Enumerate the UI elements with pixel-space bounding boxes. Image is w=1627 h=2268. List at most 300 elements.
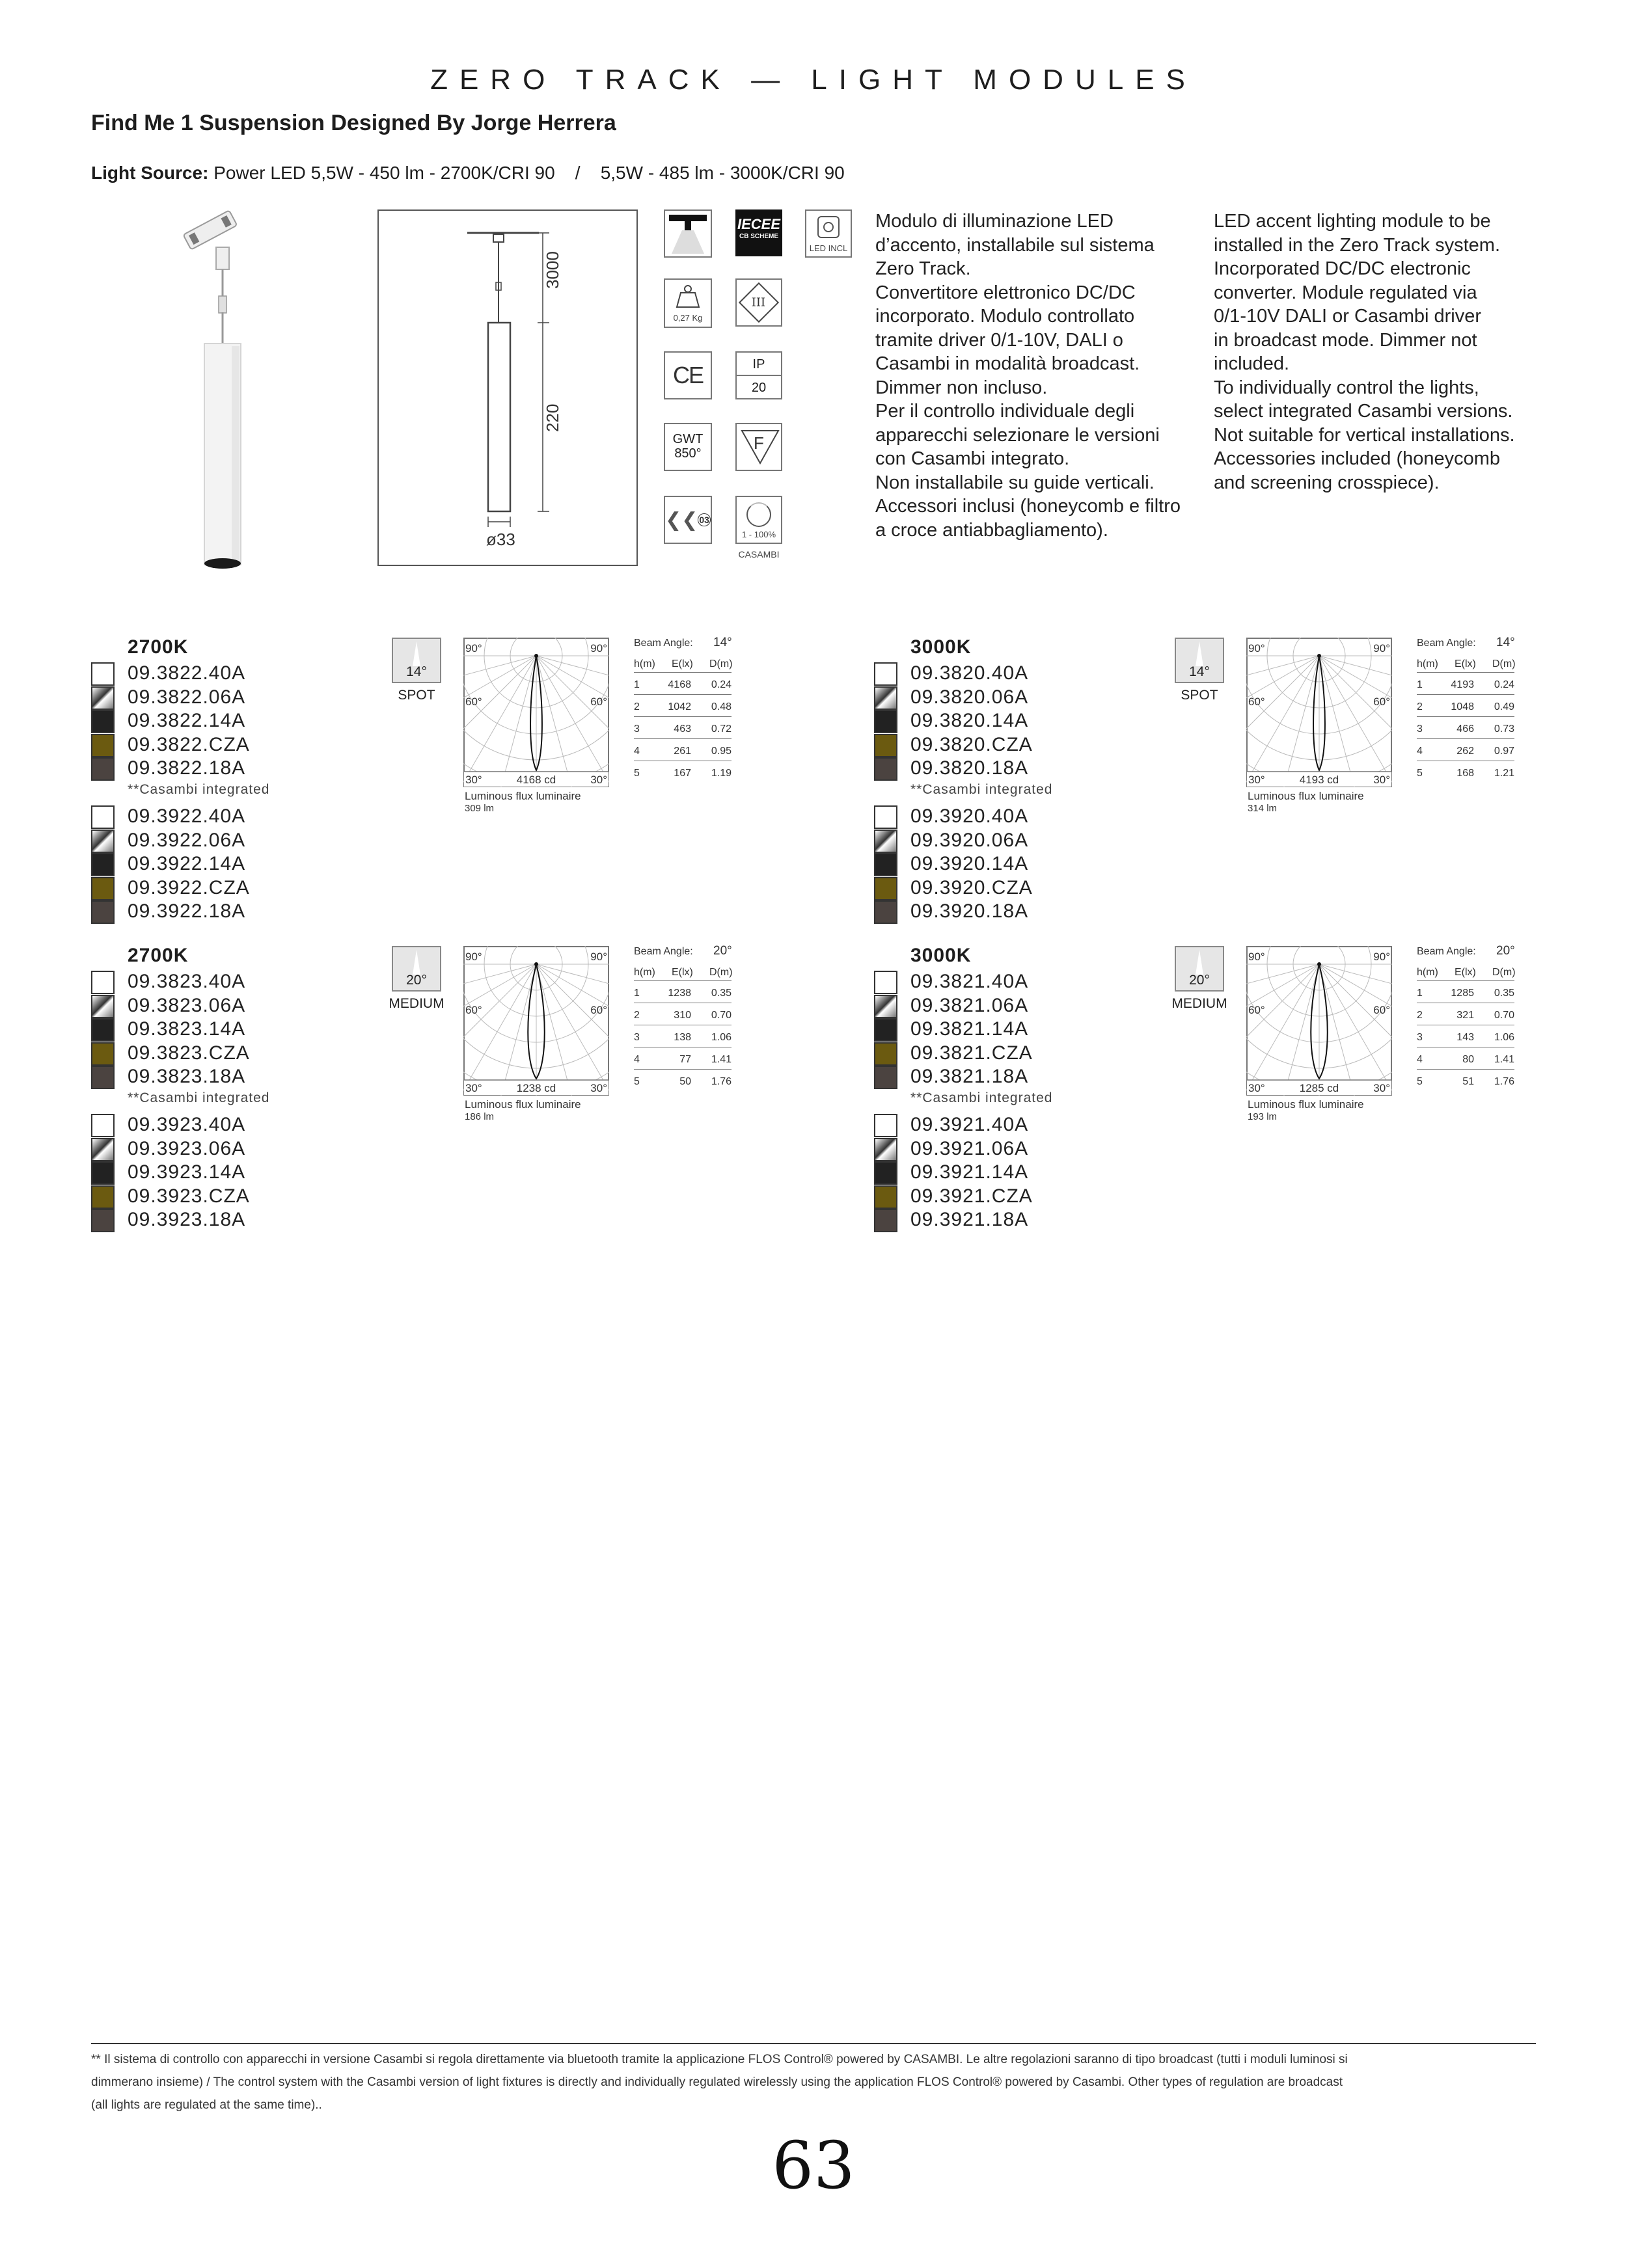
table-angle: 14° <box>1496 636 1515 649</box>
flux-value: 193 lm <box>1248 1111 1278 1122</box>
product-code-casambi: 09.3920.CZA <box>910 876 1033 898</box>
product-code: 09.3823.06A <box>128 994 246 1016</box>
polar-angle-label: 30° <box>590 774 607 786</box>
cell-height: 4 <box>1417 1054 1423 1065</box>
table-title: Beam Angle: <box>1417 946 1476 957</box>
table-row <box>634 675 731 695</box>
iecee-sub: CB SCHEME <box>739 233 778 240</box>
table-header <box>634 653 731 673</box>
cell-diameter: 1.41 <box>1494 1054 1514 1065</box>
table-row <box>1417 675 1514 695</box>
cell-height: 3 <box>634 1032 640 1043</box>
cell-diameter: 0.72 <box>711 723 731 735</box>
flux-value: 186 lm <box>465 1111 495 1122</box>
finish-swatch-black <box>874 1018 897 1042</box>
cell-diameter: 0.24 <box>1494 679 1514 690</box>
illuminance-table <box>634 946 738 1096</box>
beam-angle-value: 20° <box>1189 973 1210 988</box>
product-code: 09.3822.18A <box>128 757 246 779</box>
desc-en-line: Incorporated DC/DC electronic <box>1214 258 1471 279</box>
casambi-note: **Casambi integrated <box>910 782 1053 797</box>
beam-type: MEDIUM <box>389 996 444 1011</box>
product-code-casambi: 09.3923.14A <box>128 1161 246 1183</box>
polar-angle-label: 30° <box>465 774 482 786</box>
dim-diameter: ø33 <box>486 530 515 549</box>
finish-swatch-white <box>91 805 115 829</box>
finish-swatch-brown <box>91 900 115 924</box>
finish-swatch-black <box>874 853 897 876</box>
finish-swatch-white <box>874 971 897 994</box>
product-code: 09.3821.CZA <box>910 1042 1033 1064</box>
product-code-casambi: 09.3920.40A <box>910 805 1029 827</box>
col-h: h(m) <box>634 658 655 669</box>
polar-angle-label: 30° <box>590 1082 607 1094</box>
product-code: 09.3822.CZA <box>128 733 250 755</box>
dimension-drawing <box>377 209 638 566</box>
product-code-casambi: 09.3922.40A <box>128 805 246 827</box>
product-code-casambi: 09.3923.18A <box>128 1209 246 1230</box>
flux-label: Luminous flux luminaire <box>1248 1098 1364 1111</box>
finish-swatch-bronze <box>91 734 115 757</box>
table-header <box>1417 653 1514 673</box>
description-en <box>1214 209 1552 494</box>
cell-diameter: 1.19 <box>711 768 731 779</box>
gwt-temp: 850° <box>674 446 702 461</box>
f-mark-label: F <box>754 433 764 453</box>
polar-grid-ray <box>493 964 536 1096</box>
finish-swatch-chrome <box>91 686 115 710</box>
polar-grid-ray <box>536 964 580 1096</box>
desc-it-line: Convertitore elettronico DC/DC <box>875 282 1136 303</box>
finish-swatch-white <box>91 971 115 994</box>
finish-swatch-black <box>91 1161 115 1185</box>
color-temperature: 2700K <box>128 945 189 966</box>
cell-height: 1 <box>1417 988 1423 999</box>
finish-swatch-chrome <box>91 1138 115 1161</box>
cell-diameter: 1.41 <box>711 1054 731 1065</box>
section-title: ZERO TRACK — LIGHT MODULES <box>430 64 1197 96</box>
polar-grid-ray <box>1319 656 1392 787</box>
polar-grid-ray <box>1319 656 1392 776</box>
polar-grid-ray <box>1276 656 1319 787</box>
finish-swatch-black <box>91 1018 115 1042</box>
cell-diameter: 0.73 <box>1494 723 1514 735</box>
table-row <box>1417 1072 1514 1092</box>
product-code: 09.3820.CZA <box>910 733 1033 755</box>
cell-height: 1 <box>634 988 640 999</box>
table-row <box>1417 1050 1514 1070</box>
beam-angle-value: 20° <box>406 973 427 988</box>
product-code: 09.3821.06A <box>910 994 1029 1016</box>
gwt-icon <box>664 423 712 471</box>
finish-swatch-bronze <box>91 1042 115 1066</box>
cell-lux: 168 <box>1456 768 1474 779</box>
cell-lux: 167 <box>674 768 691 779</box>
cell-height: 2 <box>1417 701 1423 712</box>
cell-lux: 262 <box>1456 746 1474 757</box>
cell-lux: 51 <box>1462 1076 1474 1087</box>
casambi-note: **Casambi integrated <box>910 1090 1053 1105</box>
cell-height: 2 <box>1417 1010 1423 1021</box>
polar-angle-label: 30° <box>465 1082 482 1094</box>
cell-height: 2 <box>634 701 640 712</box>
flux-label: Luminous flux luminaire <box>1248 790 1364 802</box>
product-code: 09.3823.40A <box>128 971 246 992</box>
description-it <box>875 209 1201 542</box>
product-photo <box>176 208 280 573</box>
polar-diagram <box>1246 946 1392 1096</box>
class-iii-icon <box>735 278 782 327</box>
beam-type: SPOT <box>1181 688 1218 703</box>
cell-height: 3 <box>634 723 640 735</box>
col-d: D(m) <box>709 967 733 978</box>
desc-en-line: 0/1-10V DALI or Casambi driver <box>1214 306 1481 327</box>
beam-type: SPOT <box>398 688 435 703</box>
cell-height: 4 <box>634 1054 640 1065</box>
cell-lux: 143 <box>1456 1032 1474 1043</box>
wee-arrows-icon: ❮❮ <box>665 509 698 531</box>
peak-intensity: 1285 cd <box>1299 1082 1339 1094</box>
cell-lux: 138 <box>674 1032 691 1043</box>
finish-swatch-brown <box>91 1066 115 1089</box>
polar-angle-label: 90° <box>465 642 482 655</box>
finish-swatch-black <box>874 710 897 733</box>
cell-diameter: 0.70 <box>1494 1010 1514 1021</box>
beam-type: MEDIUM <box>1171 996 1227 1011</box>
product-code-casambi: 09.3920.06A <box>910 829 1029 851</box>
desc-en-line: included. <box>1214 353 1290 374</box>
polar-grid-ray <box>463 964 536 1084</box>
desc-it-line: a croce antiabbagliamento). <box>875 519 1108 541</box>
cell-height: 5 <box>634 768 640 779</box>
col-d: D(m) <box>1492 967 1516 978</box>
polar-angle-label: 30° <box>1373 1082 1390 1094</box>
illuminance-table <box>1417 946 1521 1096</box>
finish-swatch-brown <box>874 757 897 781</box>
cell-lux: 4168 <box>668 679 691 690</box>
polar-angle-label: 60° <box>1248 695 1265 708</box>
polar-origin <box>534 962 538 966</box>
finish-swatch-brown <box>91 1209 115 1232</box>
product-code: 09.3823.18A <box>128 1066 246 1087</box>
cell-diameter: 0.70 <box>711 1010 731 1021</box>
illuminance-table <box>1417 638 1521 787</box>
finish-swatch-bronze <box>874 734 897 757</box>
finish-swatch-black <box>874 1161 897 1185</box>
product-code-casambi: 09.3922.06A <box>128 829 246 851</box>
table-row <box>1417 984 1514 1003</box>
cell-diameter: 1.21 <box>1494 768 1514 779</box>
product-code-casambi: 09.3920.18A <box>910 900 1029 922</box>
cell-diameter: 0.97 <box>1494 746 1514 757</box>
table-title: Beam Angle: <box>634 946 693 957</box>
product-code-casambi: 09.3921.CZA <box>910 1185 1033 1207</box>
polar-grid-ray <box>536 964 609 1084</box>
cell-lux: 1238 <box>668 988 691 999</box>
desc-en-line: LED accent lighting module to be <box>1214 211 1491 232</box>
table-row <box>634 984 731 1003</box>
col-h: h(m) <box>634 967 655 978</box>
finish-swatch-bronze <box>91 877 115 900</box>
polar-diagram <box>463 638 609 787</box>
weight-icon <box>664 278 712 328</box>
product-code: 09.3820.40A <box>910 662 1029 684</box>
cell-height: 3 <box>1417 723 1423 735</box>
light-source <box>91 163 845 183</box>
casambi-note: **Casambi integrated <box>128 782 270 797</box>
polar-angle-label: 60° <box>1373 1004 1390 1016</box>
polar-grid-ray <box>1246 964 1319 1096</box>
product-code-casambi: 09.3920.14A <box>910 853 1029 874</box>
col-d: D(m) <box>709 658 733 669</box>
cell-lux: 77 <box>679 1054 691 1065</box>
ip-rating-icon <box>735 351 782 399</box>
table-angle: 20° <box>1496 944 1515 958</box>
casambi-icon-label: CASAMBI <box>738 549 780 560</box>
peak-intensity: 4168 cd <box>516 774 556 786</box>
table-row <box>1417 697 1514 717</box>
polar-diagram <box>1246 638 1392 787</box>
polar-angle-label: 60° <box>465 1004 482 1016</box>
finish-swatch-white <box>91 1114 115 1137</box>
wee-label: 03 <box>699 515 709 525</box>
polar-grid-ray <box>1246 656 1319 776</box>
product-code-casambi: 09.3923.CZA <box>128 1185 250 1207</box>
polar-grid-ray <box>1246 964 1319 1084</box>
cell-lux: 466 <box>1456 723 1474 735</box>
product-code: 09.3823.CZA <box>128 1042 250 1064</box>
polar-grid-ray <box>1319 964 1363 1096</box>
product-code-casambi: 09.3921.06A <box>910 1137 1029 1159</box>
polar-angle-label: 90° <box>1248 951 1265 963</box>
polar-grid-ray <box>1319 964 1392 1084</box>
led-incl-label: LED INCL <box>809 243 848 253</box>
product-code: 09.3822.06A <box>128 686 246 708</box>
polar-grid-ray <box>463 656 536 787</box>
product-code: 09.3823.14A <box>128 1018 246 1040</box>
ce-label: CE <box>672 362 703 388</box>
finish-swatch-brown <box>874 1209 897 1232</box>
gwt-label: GWT <box>672 432 704 446</box>
polar-grid-ray <box>463 656 536 776</box>
desc-en-line: and screening crosspiece). <box>1214 472 1440 493</box>
finish-swatch-bronze <box>874 1185 897 1209</box>
col-e: E(lx) <box>672 658 693 669</box>
desc-en-line: Accessories included (honeycomb <box>1214 448 1501 469</box>
desc-it-line: con Casambi integrato. <box>875 448 1070 469</box>
polar-angle-label: 60° <box>1248 1004 1265 1016</box>
cell-diameter: 0.24 <box>711 679 731 690</box>
finish-swatch-chrome <box>874 686 897 710</box>
polar-angle-label: 90° <box>590 642 607 655</box>
finish-swatch-chrome <box>91 830 115 853</box>
polar-grid-ray <box>536 964 609 1096</box>
finish-swatch-chrome <box>874 830 897 853</box>
flux-value: 314 lm <box>1248 803 1278 814</box>
desc-it-line: Per il controllo individuale degli <box>875 401 1135 422</box>
cell-lux: 80 <box>1462 1054 1474 1065</box>
dimming-label: 1 - 100% <box>741 530 776 539</box>
desc-en-line: converter. Module regulated via <box>1214 282 1477 303</box>
light-source-label: Light Source: <box>91 163 209 183</box>
cell-diameter: 1.76 <box>711 1076 731 1087</box>
footnote-line: dimmerano insieme) / The control system with the Casambi version of light fixtures is directly and individually regulated wirelessly using the application FLOS Control® powered by Casambi. Other types of regulation are broadcast <box>91 2075 1343 2089</box>
cell-height: 5 <box>1417 1076 1423 1087</box>
iecee-icon <box>735 209 782 256</box>
desc-en-line: To individually control the lights, <box>1214 377 1479 398</box>
desc-it-line: Casambi in modalità broadcast. <box>875 353 1140 374</box>
polar-grid-ray <box>1246 656 1319 787</box>
polar-grid-ray <box>1276 964 1319 1096</box>
product-code: 09.3821.18A <box>910 1066 1029 1087</box>
table-row <box>634 1050 731 1070</box>
cell-lux: 1042 <box>668 701 691 712</box>
finish-swatch-white <box>91 662 115 686</box>
color-temperature: 3000K <box>910 945 972 966</box>
col-e: E(lx) <box>1455 658 1476 669</box>
cell-lux: 1285 <box>1451 988 1474 999</box>
finish-swatch-white <box>874 1114 897 1137</box>
polar-angle-label: 30° <box>1373 774 1390 786</box>
dimension-svg <box>379 211 636 565</box>
polar-origin <box>1317 962 1321 966</box>
table-header <box>1417 962 1514 981</box>
finish-swatch-brown <box>91 757 115 781</box>
col-d: D(m) <box>1492 658 1516 669</box>
col-h: h(m) <box>1417 658 1438 669</box>
table-row <box>634 764 731 783</box>
finish-swatch-brown <box>874 1066 897 1089</box>
cell-height: 5 <box>1417 768 1423 779</box>
flux-label: Luminous flux luminaire <box>465 1098 581 1111</box>
product-code: 09.3821.14A <box>910 1018 1029 1040</box>
desc-it-line: Dimmer non incluso. <box>875 377 1048 398</box>
peak-intensity: 1238 cd <box>516 1082 556 1094</box>
finish-swatch-chrome <box>91 995 115 1018</box>
f-mark-icon <box>735 423 782 471</box>
footnote-line: (all lights are regulated at the same time).. <box>91 2098 322 2112</box>
footnote-line: ** Il sistema di controllo con apparecchi in versione Casambi si regola direttamente via bluetooth tramite la applicazione FLOS Control® powered by CASAMBI. Le altre regolazioni saranno di tipo broadcast (tutti i moduli luminosi si <box>91 2053 1348 2066</box>
finish-swatch-bronze <box>874 1042 897 1066</box>
cell-lux: 4193 <box>1451 679 1474 690</box>
col-e: E(lx) <box>1455 967 1476 978</box>
footnote <box>91 2048 1536 2116</box>
table-row <box>634 720 731 739</box>
cell-height: 4 <box>1417 746 1423 757</box>
flux-label: Luminous flux luminaire <box>465 790 581 802</box>
cell-diameter: 1.06 <box>711 1032 731 1043</box>
cell-height: 3 <box>1417 1032 1423 1043</box>
color-temperature: 3000K <box>910 636 972 658</box>
desc-en-line: installed in the Zero Track system. <box>1214 234 1500 256</box>
finish-swatch-black <box>91 853 115 876</box>
product-block <box>91 946 840 1245</box>
product-block <box>874 946 1622 1245</box>
finish-swatch-white <box>874 805 897 829</box>
iecee-label: IECEE <box>737 216 781 232</box>
desc-it-line: apparecchi selezionare le versioni <box>875 424 1160 446</box>
ip-value: 20 <box>751 381 767 395</box>
beam-angle-value: 14° <box>406 664 427 679</box>
product-code-casambi: 09.3921.14A <box>910 1161 1029 1183</box>
table-angle: 14° <box>713 636 732 649</box>
table-row <box>634 697 731 717</box>
product-code: 09.3820.18A <box>910 757 1029 779</box>
table-title: Beam Angle: <box>634 638 693 649</box>
polar-angle-label: 60° <box>465 695 482 708</box>
cell-lux: 50 <box>679 1076 691 1087</box>
table-row <box>1417 764 1514 783</box>
finish-swatch-chrome <box>874 995 897 1018</box>
class-iii-label: III <box>752 295 766 310</box>
cell-diameter: 1.76 <box>1494 1076 1514 1087</box>
desc-it-line: tramite driver 0/1-10V, DALI o <box>875 329 1123 351</box>
dim-height: 3000 <box>543 251 562 289</box>
polar-grid-ray <box>1319 656 1363 787</box>
desc-en-line: Not suitable for vertical installations. <box>1214 424 1515 446</box>
table-row <box>1417 1006 1514 1025</box>
polar-angle-label: 30° <box>1248 774 1265 786</box>
product-code-casambi: 09.3923.06A <box>128 1137 246 1159</box>
finish-swatch-bronze <box>91 1185 115 1209</box>
product-code: 09.3820.06A <box>910 686 1029 708</box>
polar-angle-label: 90° <box>1373 642 1390 655</box>
polar-angle-label: 60° <box>590 1004 607 1016</box>
table-row <box>1417 720 1514 739</box>
product-block <box>91 638 840 937</box>
polar-grid-ray <box>536 656 609 776</box>
product-code: 09.3822.40A <box>128 662 246 684</box>
product-code-casambi: 09.3921.18A <box>910 1209 1029 1230</box>
footer-divider <box>91 2043 1536 2044</box>
dimming-icon <box>735 496 782 544</box>
weight-label: 0,27 Kg <box>673 313 703 323</box>
spot-track-icon <box>664 209 712 258</box>
cell-lux: 1048 <box>1451 701 1474 712</box>
table-row <box>634 1072 731 1092</box>
polar-angle-label: 90° <box>590 951 607 963</box>
table-row <box>634 1028 731 1047</box>
cell-lux: 463 <box>674 723 691 735</box>
polar-grid-ray <box>463 964 536 1096</box>
desc-en-line: in broadcast mode. Dimmer not <box>1214 329 1477 351</box>
casambi-note: **Casambi integrated <box>128 1090 270 1105</box>
cell-lux: 321 <box>1456 1010 1474 1021</box>
polar-grid-ray <box>493 656 536 787</box>
polar-angle-label: 90° <box>1373 951 1390 963</box>
cell-diameter: 1.06 <box>1494 1032 1514 1043</box>
desc-it-line: incorporato. Modulo controllato <box>875 306 1135 327</box>
page-number: 63 <box>772 2127 855 2204</box>
cell-diameter: 0.49 <box>1494 701 1514 712</box>
product-code-casambi: 09.3922.18A <box>128 900 246 922</box>
cell-height: 4 <box>634 746 640 757</box>
wee-icon <box>664 496 712 544</box>
cell-diameter: 0.35 <box>1494 988 1514 999</box>
finish-swatch-brown <box>874 900 897 924</box>
cell-height: 5 <box>634 1076 640 1087</box>
finish-swatch-chrome <box>874 1138 897 1161</box>
polar-angle-label: 60° <box>590 695 607 708</box>
product-code-casambi: 09.3923.40A <box>128 1114 246 1135</box>
cell-diameter: 0.48 <box>711 701 731 712</box>
table-row <box>634 1006 731 1025</box>
cell-lux: 310 <box>674 1010 691 1021</box>
desc-it-line: Modulo di illuminazione LED <box>875 211 1114 232</box>
col-e: E(lx) <box>672 967 693 978</box>
product-code-casambi: 09.3922.CZA <box>128 876 250 898</box>
beam-angle-value: 14° <box>1189 664 1210 679</box>
